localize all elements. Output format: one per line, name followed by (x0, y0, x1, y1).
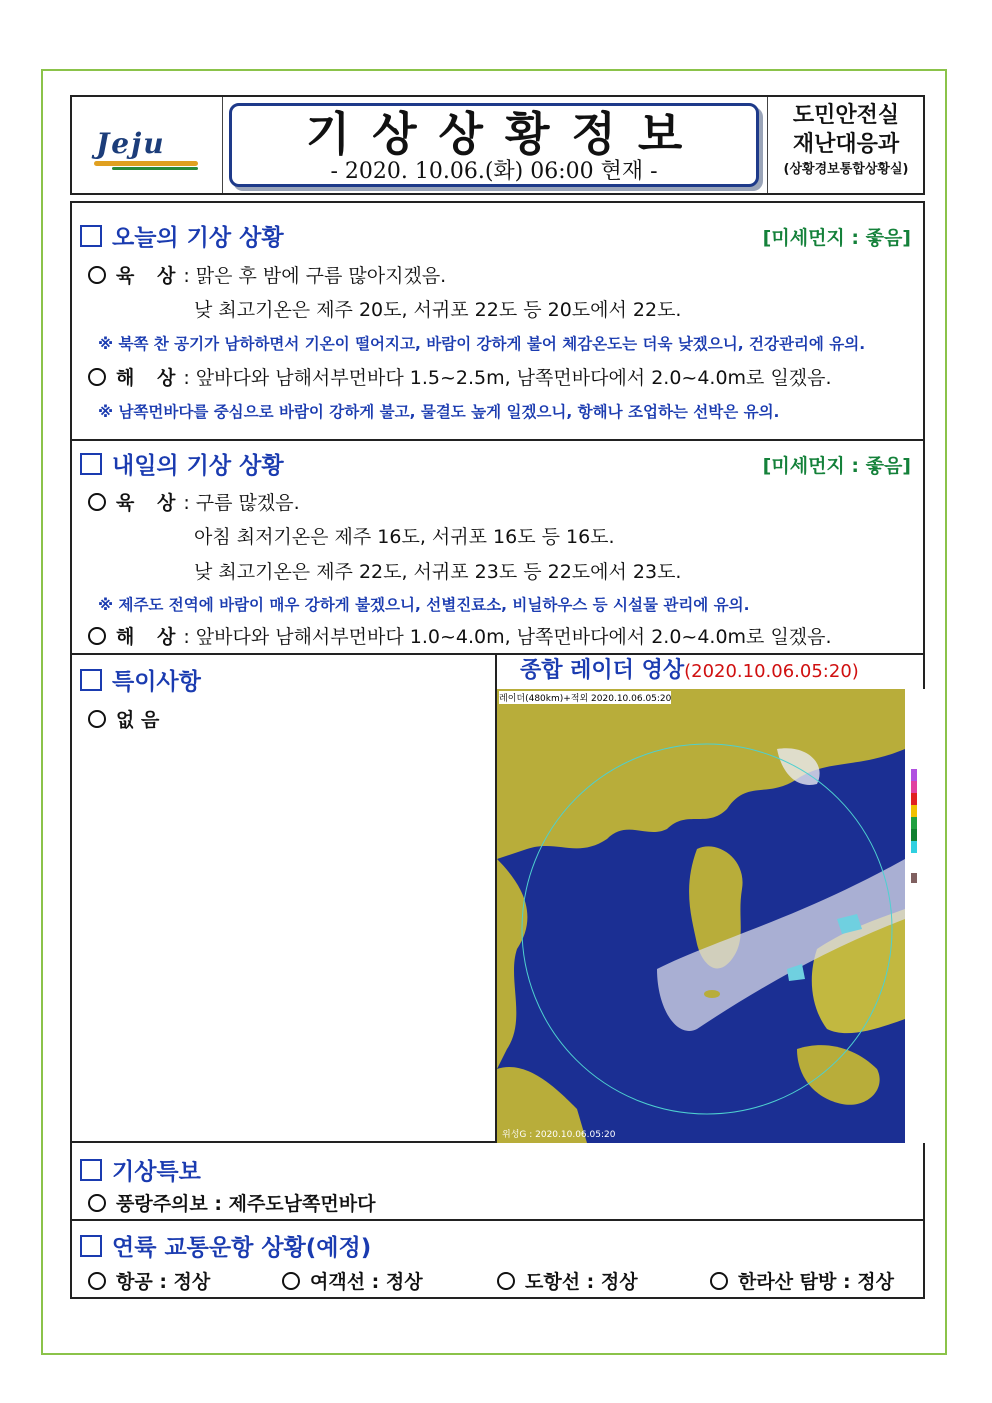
today-sea: 해 상: 앞바다와 남해서부먼바다 1.5~2.5m, 남쪽먼바다에서 2.0~4.0m로 일겠음. (88, 363, 832, 390)
circle-icon (282, 1272, 300, 1290)
logo (72, 97, 223, 193)
tomorrow-land-line3: 낮 최고기온은 제주 22도, 서귀포 23도 등 22도에서 23도. (194, 561, 682, 583)
tomorrow-title: 내일의 기상 상황 (80, 447, 284, 480)
tomorrow-land-line2: 아침 최저기온은 제주 16도, 서귀포 16도 등 16도. (194, 526, 615, 548)
today-note2: ※ 남쪽먼바다를 중심으로 바람이 강하게 불고, 물결도 높게 일겠으니, 항해나 조업하는 선박은 유의. (98, 403, 780, 421)
tomorrow-dust: [미세먼지 : 좋음] (762, 455, 911, 477)
radar-map (497, 689, 905, 1143)
circle-icon (88, 1194, 106, 1212)
logo-swoosh-green (112, 167, 198, 170)
radar-legend-scale (905, 689, 925, 889)
dept-line3: (상황경보통합상황실) (783, 162, 909, 177)
warning-item: 풍랑주의보 : 제주도남쪽먼바다 (88, 1189, 375, 1216)
tomorrow-note1: ※ 제주도 전역에 바람이 매우 강하게 불겠으니, 선별진료소, 비닐하우스 등 시설물 관리에 유의. (98, 596, 750, 614)
page-subtitle: - 2020. 10.06.(화) 06:00 현재 - (330, 159, 658, 184)
circle-icon (88, 266, 106, 284)
today-title: 오늘의 기상 상황 (80, 219, 284, 252)
today-land: 육 상: 맑은 후 밤에 구름 많아지겠음. (88, 261, 446, 288)
special-item: 없 음 (88, 705, 159, 732)
logo-swoosh (94, 161, 198, 166)
special-title: 특이사항 (80, 663, 201, 696)
circle-icon (88, 1272, 106, 1290)
radar-title: 종합 레이더 영상(2020.10.06.05:20) (520, 658, 859, 683)
checkbox-icon (80, 225, 102, 247)
radar-caption-bottom: 위성G : 2020.10.06.05:20 (502, 1130, 616, 1140)
today-land-line2: 낮 최고기온은 제주 20도, 서귀포 22도 등 20도에서 22도. (194, 299, 682, 321)
checkbox-icon (80, 1235, 102, 1257)
radar-time: (2020.10.06.05:20) (684, 661, 859, 682)
traffic-title: 연륙 교통운항 상황(예정) (80, 1229, 371, 1262)
page-title: 기상상황정보 (305, 107, 705, 161)
header (70, 95, 925, 195)
dept-line1: 도민안전실 (792, 103, 900, 128)
circle-icon (88, 710, 106, 728)
traffic-air: 항공 : 정상 (88, 1267, 210, 1294)
circle-icon (88, 368, 106, 386)
radar-caption-top: 레이더(480km)+적외 2020.10.06.05:20 (499, 691, 671, 704)
report-body (70, 201, 925, 1299)
department (767, 97, 924, 193)
title-box (229, 103, 759, 187)
radar-image (497, 689, 905, 1143)
traffic-ferry: 여객선 : 정상 (282, 1267, 423, 1294)
divider-today (72, 439, 923, 441)
logo-text: Jeju (96, 127, 166, 160)
checkbox-icon (80, 453, 102, 475)
circle-icon (710, 1272, 728, 1290)
traffic-island: 도항선 : 정상 (497, 1267, 638, 1294)
checkbox-icon (80, 669, 102, 691)
today-note1: ※ 북쪽 찬 공기가 남하하면서 기온이 떨어지고, 바람이 강하게 불어 체감온도는 더욱 낮겠으니, 건강관리에 유의. (98, 335, 866, 353)
tomorrow-sea: 해 상: 앞바다와 남해서부먼바다 1.0~4.0m, 남쪽먼바다에서 2.0~4.0m로 일겠음. (88, 622, 832, 649)
circle-icon (88, 493, 106, 511)
today-dust: [미세먼지 : 좋음] (762, 227, 911, 249)
traffic-hallasan: 한라산 탐방 : 정상 (710, 1267, 894, 1294)
radar-legend (905, 689, 925, 1143)
dept-line2: 재난대응과 (792, 132, 900, 157)
tomorrow-land: 육 상: 구름 많겠음. (88, 488, 300, 515)
checkbox-icon (80, 1159, 102, 1181)
circle-icon (88, 627, 106, 645)
circle-icon (497, 1272, 515, 1290)
warning-title: 기상특보 (80, 1153, 201, 1186)
divider-warning (72, 1219, 923, 1221)
